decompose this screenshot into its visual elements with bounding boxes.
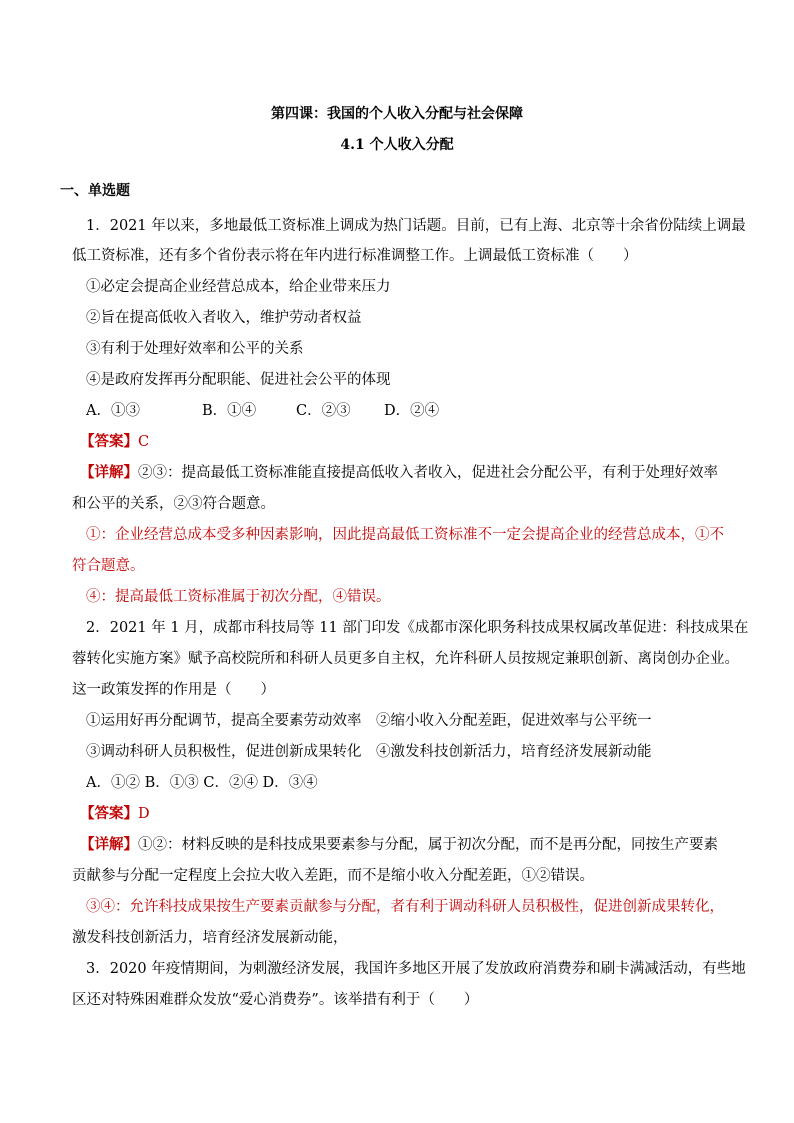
- q2-options: A．①② B．①③ C．②④ D．③④: [86, 775, 318, 791]
- q1-detail1-text: ②③：提高最低工资标准能直接提高低收入者收入，促进社会分配公平，有利于处理好效率: [138, 465, 718, 481]
- q1-stem-line2: 低工资标准，还有多个省份表示将在年内进行标准调整工作。上调最低工资标准（ ）: [72, 248, 638, 264]
- q2-detail2-line2: 激发科技创新活力，培育经济发展新动能，: [72, 930, 348, 946]
- q1-answer-value: C: [138, 434, 150, 450]
- q1-option-a: A．①③: [86, 403, 140, 419]
- q1-detail-label: 【详解】: [80, 464, 138, 481]
- q1-item-3: ③有利于处理好效率和公平的关系: [86, 341, 304, 357]
- section-subtitle: 4.1 个人收入分配: [340, 137, 454, 153]
- q1-item-1: ①必定会提高企业经营总成本，给企业带来压力: [86, 279, 391, 295]
- q1-answer-label: 【答案】: [80, 433, 138, 450]
- q1-item-4: ④是政府发挥再分配职能、促进社会公平的体现: [86, 372, 391, 388]
- q2-detail-label: 【详解】: [80, 836, 138, 853]
- q2-stem-line2: 蓉转化实施方案》赋予高校院所和科研人员更多自主权，允许科研人员按规定兼职创新、离岗创办企业。: [72, 651, 739, 667]
- q2-detail1-line2: 贡献参与分配一定程度上会拉大收入差距，而不是缩小收入分配差距，①②错误。: [72, 868, 594, 884]
- q2-detail1-text: ①②：材料反映的是科技成果要素参与分配，属于初次分配，而不是再分配，同按生产要素: [138, 837, 718, 853]
- section-heading: 一、单选题: [60, 183, 130, 199]
- q1-option-d: D．②④: [384, 403, 440, 419]
- q1-detail-line1: [80, 461, 718, 482]
- q2-stem-line3: 这一政策发挥的作用是（ ）: [72, 682, 275, 698]
- q2-items-line2: ③调动科研人员积极性，促进创新成果转化 ④激发科技创新活力，培育经济发展新动能: [86, 744, 652, 760]
- q2-detail2-line1: ③④：允许科技成果按生产要素贡献参与分配，者有利于调动科研人员积极性，促进创新成果转化，: [86, 899, 724, 915]
- q1-detail1-line2: 和公平的关系，②③符合题意。: [72, 496, 275, 512]
- q2-detail-line1: [80, 833, 718, 854]
- q2-stem-line1: 2．2021 年 1 月，成都市科技局等 11 部门印发《成都市深化职务科技成果权属改革促进：科技成果在: [86, 620, 749, 636]
- q3-stem-line1: 3．2020 年疫情期间，为刺激经济发展，我国许多地区开展了发放政府消费券和刷卡满减活动，有些地: [86, 961, 746, 977]
- lesson-title: 第四课：我国的个人收入分配与社会保障: [271, 106, 523, 122]
- q2-items-line1: ①运用好再分配调节，提高全要素劳动效率 ②缩小收入分配差距，促进效率与公平统一: [86, 713, 652, 729]
- q1-option-b: B．①④: [202, 403, 257, 419]
- q1-options: [86, 399, 439, 420]
- q1-item-2: ②旨在提高低收入者收入，维护劳动者权益: [86, 310, 362, 326]
- q2-answer: [80, 802, 150, 823]
- q3-stem-line2: 区还对特殊困难群众发放“爱心消费券”。该举措有利于（ ）: [72, 992, 479, 1008]
- q2-answer-value: D: [138, 806, 150, 822]
- q1-detail2-line1: ①：企业经营总成本受多种因素影响，因此提高最低工资标准不一定会提高企业的经营总成本，①不: [86, 527, 724, 543]
- q1-stem-line1: 1．2021 年以来，多地最低工资标准上调成为热门话题。目前，已有上海、北京等十余省份陆续上调最: [86, 218, 746, 234]
- q1-option-c: C．②③: [296, 403, 351, 419]
- q1-detail3: ④：提高最低工资标准属于初次分配，④错误。: [86, 589, 391, 605]
- q1-answer: [80, 430, 149, 451]
- q1-detail2-line2: 符合题意。: [72, 558, 145, 574]
- q2-answer-label: 【答案】: [80, 805, 138, 822]
